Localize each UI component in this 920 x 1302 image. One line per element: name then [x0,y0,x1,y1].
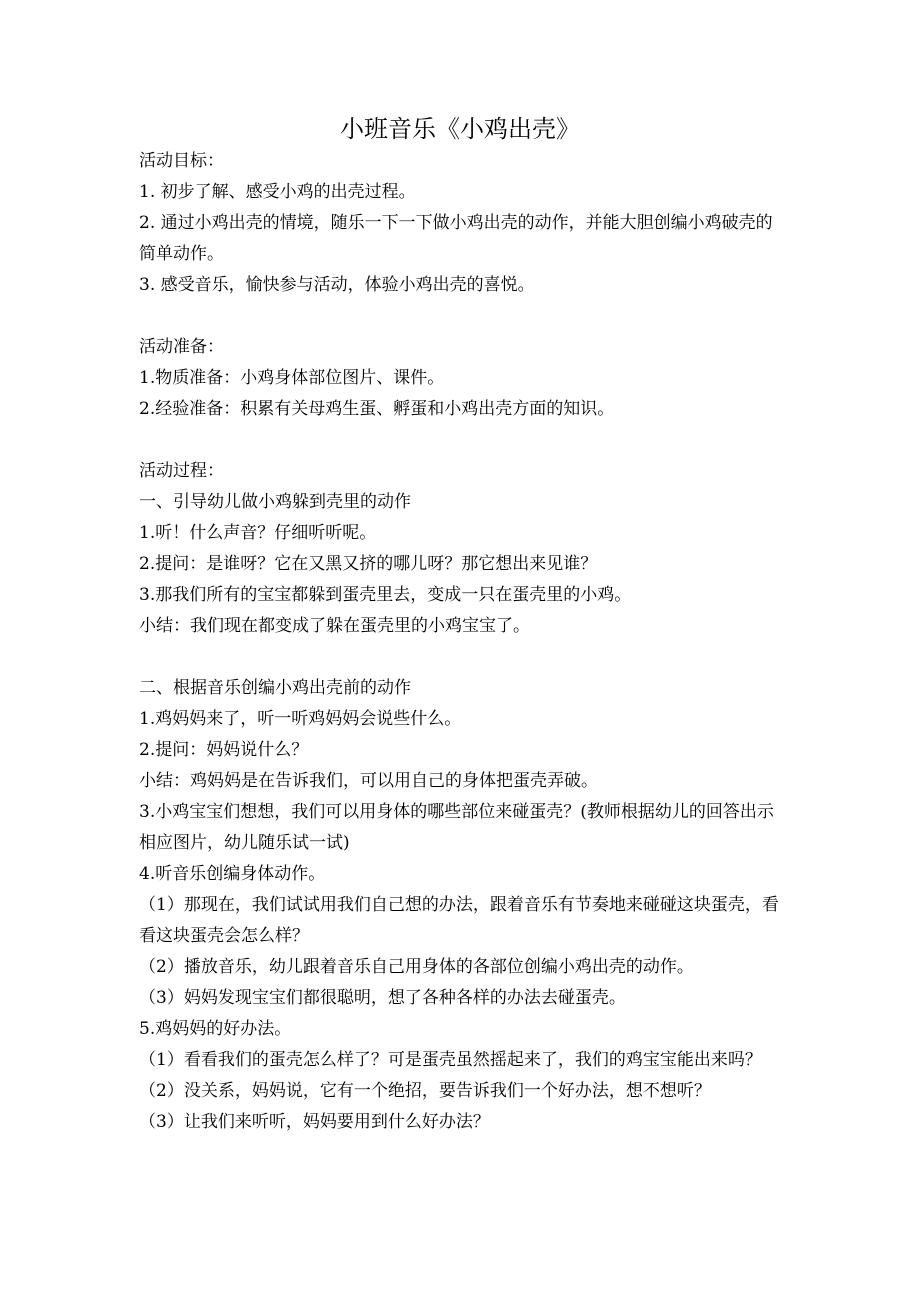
paragraph: 2.提问：妈妈说什么？ [139,740,309,760]
paragraph: 5.鸡妈妈的好办法。 [139,1019,292,1039]
blank-line [139,425,785,456]
paragraph: 3. 感受音乐，愉快参与活动，体验小鸡出壳的喜悦。 [139,275,535,295]
paragraph: （3）妈妈发现宝宝们都很聪明，想了各种各样的办法去碰蛋壳。 [139,988,626,1008]
paragraph: 4.听音乐创编身体动作。 [139,864,326,884]
paragraph: 1.物质准备：小鸡身体部位图片、课件。 [139,368,445,388]
paragraph: （1）看看我们的蛋壳怎么样了？可是蛋壳虽然摇起来了，我们的鸡宝宝能出来吗？ [139,1050,762,1070]
paragraph: （2）播放音乐，幼儿跟着音乐自己用身体的各部位创编小鸡出壳的动作。 [139,957,694,977]
paragraph: （1）那现在，我们试试用我们自己想的办法，跟着音乐有节奏地来碰碰这块蛋壳，看看这块蛋壳会怎么样？ [139,895,779,946]
document-body [139,146,785,1138]
section-heading-process: 活动过程： [139,461,224,481]
paragraph: 1.听！什么声音？仔细听听呢。 [139,523,377,543]
paragraph: 2.经验准备：积累有关母鸡生蛋、孵蛋和小鸡出壳方面的知识。 [139,399,615,419]
paragraph: 小结：鸡妈妈是在告诉我们，可以用自己的身体把蛋壳弄破。 [139,771,598,791]
subsection-heading: 一、引导幼儿做小鸡躲到壳里的动作 [139,492,411,512]
blank-line [139,642,785,673]
paragraph: （3）让我们来听听，妈妈要用到什么好办法？ [139,1112,490,1132]
subsection-heading: 二、根据音乐创编小鸡出壳前的动作 [139,678,411,698]
paragraph: 2.提问：是谁呀？它在又黑又挤的哪儿呀？那它想出来见谁？ [139,554,598,574]
paragraph: 1. 初步了解、感受小鸡的出壳过程。 [139,182,416,202]
section-heading-preparation: 活动准备： [139,337,224,357]
paragraph: 1.鸡妈妈来了，听一听鸡妈妈会说些什么。 [139,709,462,729]
paragraph: 3.小鸡宝宝们想想，我们可以用身体的哪些部位来碰蛋壳？(教师根据幼儿的回答出示相应图片，幼儿随乐试一试) [139,802,774,853]
paragraph: 3.那我们所有的宝宝都躲到蛋壳里去，变成一只在蛋壳里的小鸡。 [139,585,632,605]
paragraph: 小结：我们现在都变成了躲在蛋壳里的小鸡宝宝了。 [139,616,530,636]
blank-line [139,301,785,332]
paragraph: （2）没关系，妈妈说，它有一个绝招，要告诉我们一个好办法，想不想听？ [139,1081,711,1101]
section-heading-goals: 活动目标： [139,151,224,171]
document-title: 小班音乐《小鸡出壳》 [340,115,580,143]
paragraph: 2. 通过小鸡出壳的情境，随乐一下一下做小鸡出壳的动作，并能大胆创编小鸡破壳的简单动作。 [139,213,773,264]
